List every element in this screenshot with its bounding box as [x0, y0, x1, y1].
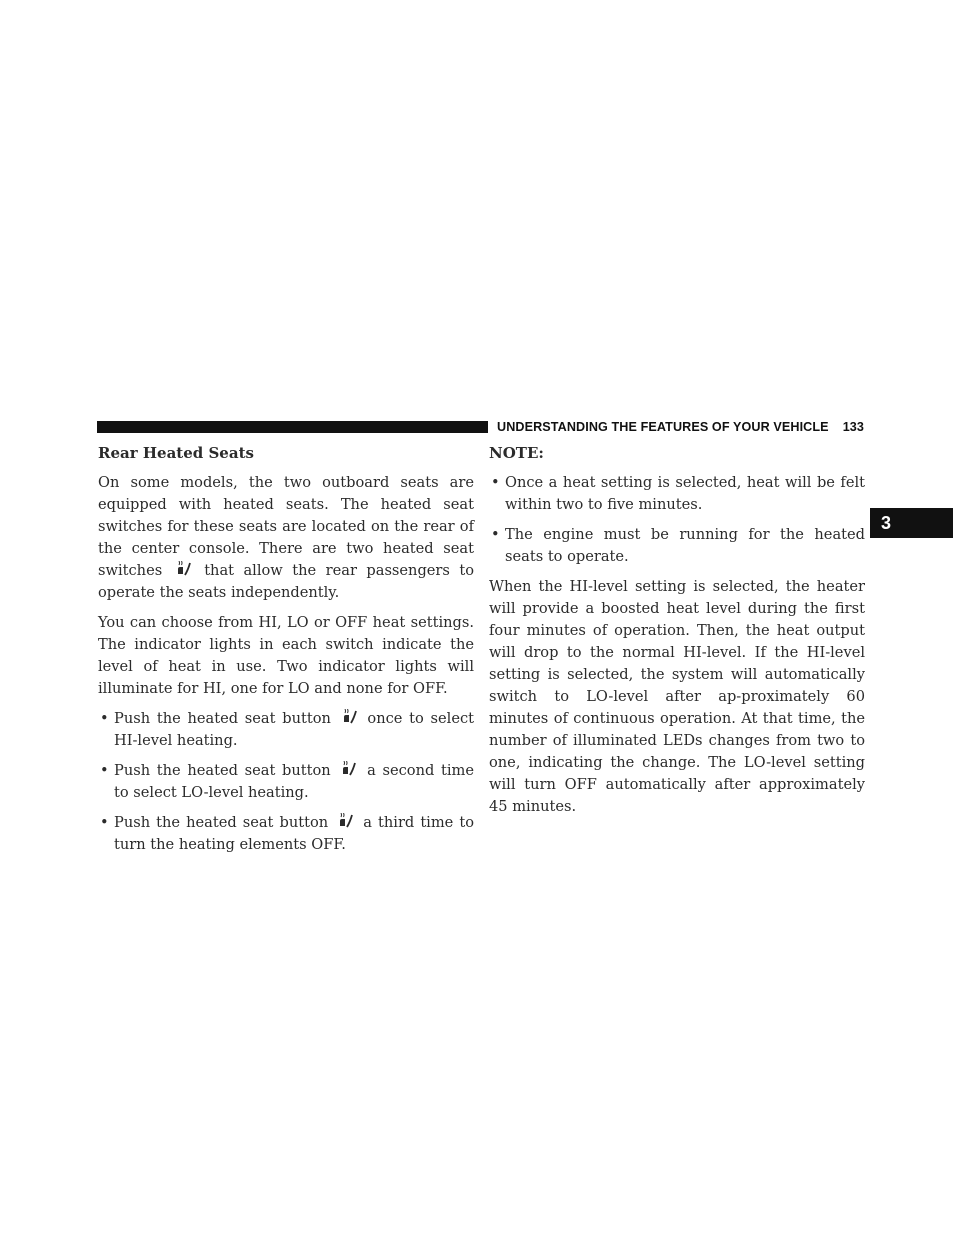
list-item: • The engine must be running for the heated seats to operate. [491, 526, 865, 565]
heated-seat-icon [341, 709, 358, 725]
intro-paragraph: On some models, the two outboard seats are equipped with heated seats. The heated seat switches for these seats are located on the rear of the center console. There are two heated seat switches that allow the rear passengers to operate the seats independently. [98, 474, 475, 601]
chapter-tab: 3 [870, 508, 953, 538]
list-item: • Push the heated seat button once to select HI-level heating. [100, 710, 475, 749]
settings-paragraph: You can choose from HI, LO or OFF heat settings. The indicator lights in each switch indicate the level of heat in use. Two indicator lights will illuminate for HI, one for LO and none for OFF. [98, 614, 474, 697]
list-item: • Push the heated seat button a third time to turn the heating elements OFF. [100, 814, 475, 853]
note-list [489, 472, 865, 568]
header-title: UNDERSTANDING THE FEATURES OF YOUR VEHICLE [497, 420, 829, 434]
button-steps-list [98, 708, 474, 856]
heated-seat-icon [175, 561, 192, 577]
list-item: • Once a heat setting is selected, heat will be felt within two to five minutes. [491, 474, 865, 513]
header-rule [97, 421, 488, 433]
right-column [489, 442, 865, 826]
heated-seat-icon [337, 813, 354, 829]
note-heading: NOTE: [489, 444, 544, 462]
section-heading: Rear Heated Seats [98, 444, 254, 462]
page-number: 133 [842, 420, 864, 434]
list-item: • Push the heated seat button a second time to select LO-level heating. [100, 762, 475, 801]
heated-seat-icon [340, 761, 357, 777]
left-column [98, 442, 474, 864]
hi-level-paragraph: When the HI-level setting is selected, the heater will provide a boosted heat level during the first four minutes of operation. Then, the heat output will drop to the normal HI-level. If the HI-level setting is selected, the system will automatically switch to LO-level after ap-proximately 60 minutes of continuous operation. At that time, the number of illuminated LEDs changes from two to one, indicating the change. The LO-level setting will turn OFF automatically after approximately 45 minutes. [489, 578, 865, 815]
running-header [497, 419, 864, 435]
